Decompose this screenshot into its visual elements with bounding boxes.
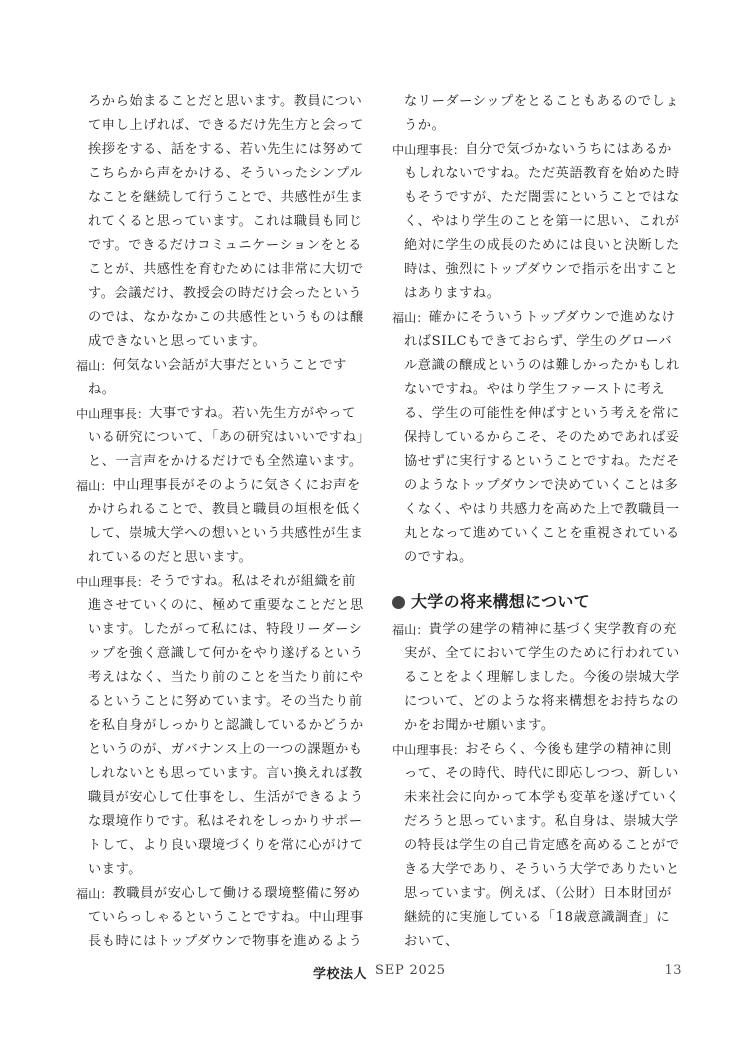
speaker-label: 福山： (76, 479, 113, 493)
dialogue-paragraph (76, 90, 366, 354)
paragraph-text: 教職員が安心して働ける環境整備に努めていらっしゃるということですね。中山理事長も時にはトップダウンで物事を進めるよう (88, 886, 364, 949)
paragraph-text: おそらく、今後も建学の精神に則って、その時代、時代に即応しつつ、新しい未来社会に向かって本学も変革を遂げていくだろうと思っています。私自身は、崇城大学の特長は学生の自己肯定感を高めることができる大学であり、そういう大学でありたいと思っています。例えば、（公財）日本財団が継続的に実施している「18歳意識調査」において、 (404, 742, 680, 949)
speaker-label: 福山： (76, 359, 113, 373)
bullet-icon (392, 596, 405, 609)
paragraph-text: そうですね。私はそれが組織を前進させていくのに、極めて重要なことだと思います。したがって私には、特段リーダーシップを強く意識して何かをやり遂げるという考えはなく、当たり前のことを当たり前にやるということに努めています。その当たり前を私自身がしっかりと認識しているかどうかというのが、ガバナンス上の一つの課題かもしれないとも思っています。言い換えれば教職員が安心して仕事をし、生活ができるような環境作りです。私はそれをしっかりサポートして、より良い環境づくりを常に心がけています。 (88, 574, 364, 877)
paragraph-text: 大事ですね。若い先生方がやっている研究について、「あの研究はいいですね」と、一言声をかけるだけでも全然違います。 (88, 406, 364, 469)
speaker-label: 福山： (392, 623, 429, 637)
dialogue-paragraph (392, 618, 682, 738)
dialogue-paragraph (392, 138, 682, 306)
dialogue-paragraph (76, 882, 366, 954)
speaker-label: 福山： (392, 311, 429, 325)
speaker-label: 福山： (76, 887, 113, 901)
issue-date: SEP 2025 (375, 963, 446, 978)
dialogue-paragraph (392, 90, 682, 138)
dialogue-paragraph (392, 738, 682, 954)
speaker-label: 中山理事長： (76, 575, 150, 589)
right-column (392, 90, 682, 954)
left-column (76, 90, 366, 954)
publication-name: 学校法人 (313, 967, 368, 982)
section-heading-text: 大学の将来構想について (411, 592, 590, 611)
paragraph-text: 自分で気づかないうちにはあるかもしれないですね。ただ英語教育を始めた時もそうですが、ただ闇雲にということではなく、やはり学生のことを第一に思い、これが絶対に学生の成長のためには良いと決断した時は、強烈にトップダウンで指示を出すことはありますね。 (404, 142, 680, 301)
dialogue-paragraph (76, 354, 366, 402)
paragraph-text: なリーダーシップをとることもあるのでしょうか。 (404, 94, 680, 133)
paragraph-text: 何気ない会話が大事だということですね。 (88, 358, 347, 397)
dialogue-paragraph (76, 570, 366, 882)
section-heading (392, 590, 682, 614)
page-number: 13 (664, 963, 682, 978)
dialogue-paragraph (76, 402, 366, 474)
paragraph-text: 中山理事長がそのように気さくにお声をかけられることで、教員と職員の垣根を低くして、崇城大学への想いという共感性が生まれているのだと思います。 (88, 478, 364, 565)
speaker-label: 中山理事長： (392, 143, 466, 157)
dialogue-paragraph (392, 306, 682, 570)
speaker-label: 中山理事長： (392, 743, 466, 757)
speaker-label: 中山理事長： (76, 407, 150, 421)
paragraph-text: 貴学の建学の精神に基づく実学教育の充実が、全てにおいて学生のために行われていることをよく理解しました。今後の崇城大学について、どのような将来構想をお持ちなのかをお聞かせ願います。 (404, 622, 680, 733)
paragraph-text: ろから始まることだと思います。教員について申し上げれば、できるだけ先生方と会って挨拶をする、話をする、若い先生には努めてこちらから声をかける、そういったシンプルなことを継続して行うことで、共感性が生まれてくると思っています。これは職員も同じです。できるだけコミュニケーションをとることが、共感性を育むためには非常に大切です。会議だけ、教授会の時だけ会ったというのでは、なかなかこの共感性というものは醸成できないと思っています。 (88, 94, 364, 349)
dialogue-paragraph (76, 474, 366, 570)
page-footer (76, 963, 682, 987)
paragraph-text: 確かにそういうトップダウンで進めなければSILCもできておらず、学生のグローバル意識の醸成というのは難しかったかもしれないですね。やはり学生ファーストに考える、学生の可能性を伸ばすという考えを常に保持しているからこそ、そのためであれば妥協せずに実行するということですね。ただそのようなトップダウンで決めていくことは多くなく、やはり共感力を高めた上で教職員一丸となって進めていくことを重視されているのですね。 (404, 310, 680, 565)
